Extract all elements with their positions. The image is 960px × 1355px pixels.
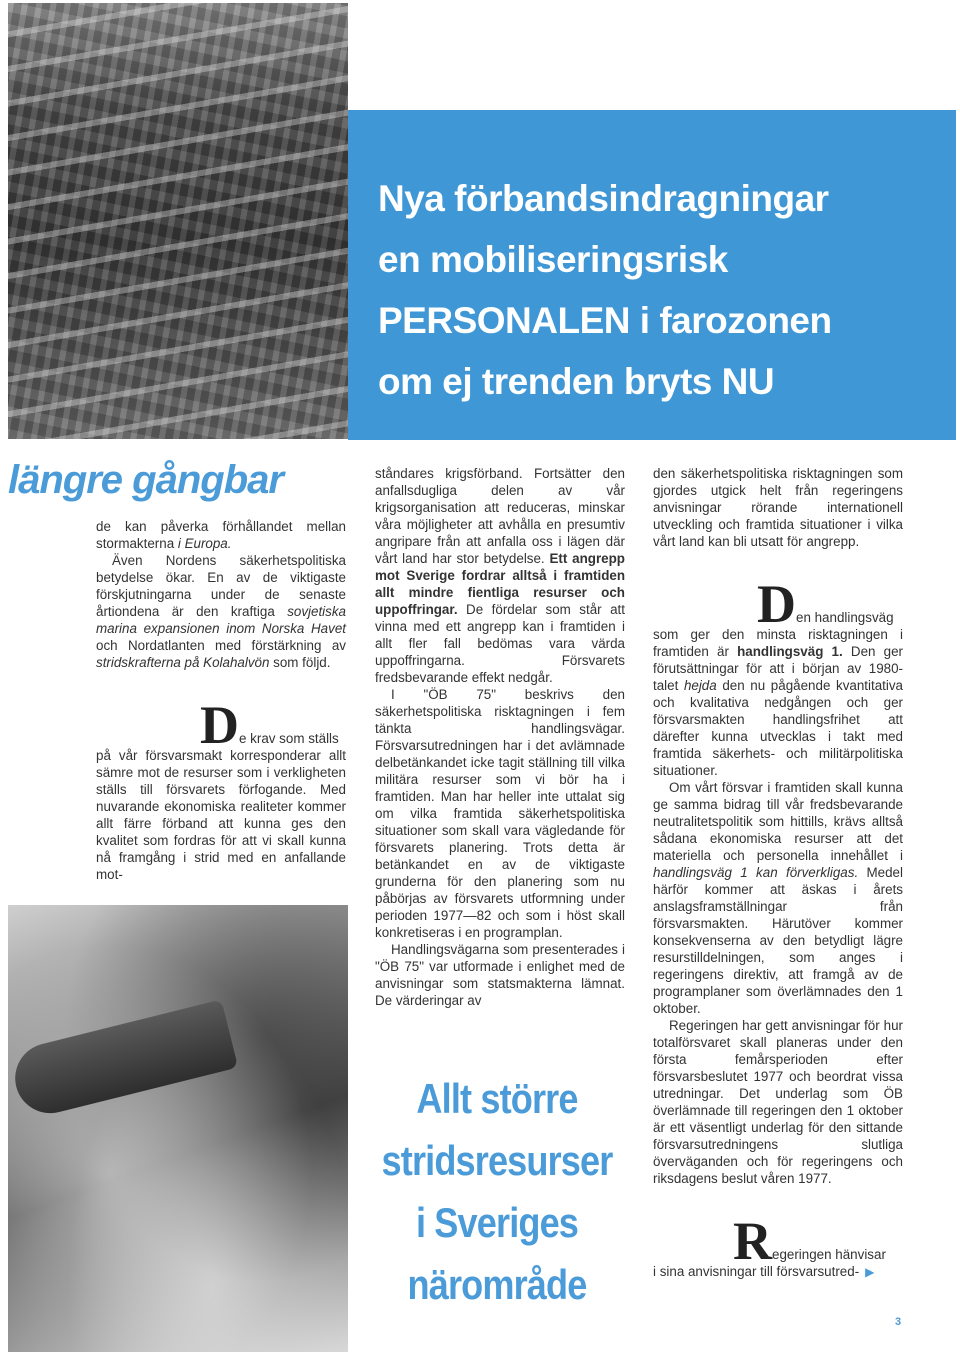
col3-paragraph-3: Om vårt försvar i framtiden skall kunna ge samma bidrag till vår fredsbevarande neutralitetspolitik som hittills, krävs alltså sådana ekonomiska resurser att det materiella och personella innehållet i handlingsväg 1 kan förverkligas. Medel härför kommer att äskas i årets anslagsframställningar från försvarsmakten. Härutöver kommer konsekvenserna av den betydligt lägre resurstilldelningen, som anges i regeringens direktiv, att framgå av de programplaner som överlämnades den 1 oktober. bbox=[653, 780, 903, 1016]
column-2 bbox=[375, 465, 625, 1009]
pull-quote-line-3: i Sveriges bbox=[415, 1199, 579, 1246]
col2-paragraph-2: I "ÖB 75" beskrivs den säkerhetspolitiska risktagningen i fem tänkta handlingsvägar. Försvarsutredningen har i det avlämnade delbetänkandet icke tagit ställning till vilka militära resurser som vi bör ha i framtiden. Man har heller inte uttalat sig om vilka framtida säkerhetspolitiska situationer som skall vara vägledande för försvarets planering. Trots detta är betänkandet en av de viktigaste grunderna för den planering som nu påbörjas av försvarets utformning under perioden 1977—82 och som i höst skall konkretiseras i en programplan. bbox=[375, 687, 625, 940]
col1-dropcap-paragraph: De krav som ställs på vår försvarsmakt korresponderar allt sämre mot de resurser som i verkligheten ställs till försvarets förfogande. Med nuvarande ekonomiska realiteter kommer allt färre förband att kunna ges den kvalitet som fordras för att vi skall kunna nå framgång i strid med en anfallande mot- bbox=[96, 695, 346, 882]
section-kicker: längre gångbar bbox=[8, 458, 283, 502]
drop-cap-r: R bbox=[733, 1211, 772, 1271]
continue-arrow-icon: ▶ bbox=[865, 1265, 875, 1279]
col2-paragraph-3: Handlingsvägarna som presenterades i "ÖB 75" var utformade i enlighet med de anvisningar som statsmakterna lämnat. De värderingar av bbox=[375, 942, 625, 1008]
drop-cap-d: D bbox=[200, 695, 239, 755]
pull-quote-line-2: stridsresurser bbox=[381, 1137, 613, 1184]
headline bbox=[378, 168, 832, 412]
col3-dropcap-paragraph-2: Regeringen hänvisar i sina anvisningar till försvarsutred- ▶ bbox=[653, 1211, 886, 1279]
headline-line-4: om ej trenden bryts NU bbox=[378, 361, 775, 402]
col3-dropcap-paragraph: Den handlingsväg som ger den minsta risktagningen i framtiden är handlingsväg 1. Den ger förutsättningar för att i början av 1980-talet hejda den nu pågående kvantitativa och kvalitativa nedgången och ger försvarsmakten handlingsfrihet att därefter kunna utvecklas i takt med framtida säkerhets- och militärpolitiska situationer. bbox=[653, 574, 903, 778]
col1-paragraph-2: Även Nordens säkerhetspolitiska betydelse ökar. En av de viktigaste förskjutningarna under de senaste årtiondena är den kraftiga sovjetiska marina expansionen inom Norska Havet och Nordatlanten med förstärkning av stridskrafterna på Kolahalvön som följd. bbox=[96, 553, 346, 670]
headline-line-1: Nya förbandsindragningar bbox=[378, 178, 829, 219]
col3-paragraph-4: Regeringen har gett anvisningar för hur totalförsvaret skall planeras under den första femårsperioden efter försvarsbeslutet 1977 och beordrat vissa utredningar. Det underlag som ÖB överlämnade till regeringen den 1 oktober är ett väsentligt underlag för den sittande försvarsutredningens slutliga överväganden och för regeringens och riksdagens beslut våren 1977. bbox=[653, 1018, 903, 1186]
col3-paragraph-1: den säkerhetspolitiska risktagningen som gjordes utgick helt från regeringens anvisningar rörande internationell utveckling och framtida situationer i vilka vårt land kan bli utsatt för angrepp. bbox=[653, 466, 903, 549]
headline-line-3: PERSONALEN i farozonen bbox=[378, 300, 832, 341]
jet-photo bbox=[8, 905, 348, 1352]
pull-quote bbox=[381, 1068, 613, 1316]
headline-line-2: en mobiliseringsrisk bbox=[378, 239, 728, 280]
parliament-photo bbox=[8, 3, 348, 439]
col1-paragraph-1: de kan påverka förhållandet mellan stormakterna i Europa. bbox=[96, 519, 346, 551]
pull-quote-line-4: närområde bbox=[407, 1261, 587, 1308]
pull-quote-line-1: Allt större bbox=[416, 1075, 578, 1122]
page-number: 3 bbox=[895, 1316, 902, 1328]
column-3 bbox=[653, 465, 903, 1281]
drop-cap-d-2: D bbox=[757, 574, 796, 634]
col2-paragraph-1: ståndares krigsförband. Fortsätter den anfallsdugliga delen av vår krigsorganisation att reduceras, minskar våra möjligheter att avhålla en presumtiv angripare från att anfalla oss i lägen där vårt land har stor betydelse. Ett angrepp mot Sverige fordrar alltså i framtiden allt mindre fientliga resurser och uppoffringar. De fördelar som står att vinna med ett angrepp kan i framtiden i allt fler fall bedömas vara värda uppoffringarna. Försvarets fredsbevarande effekt nedgår. bbox=[375, 466, 625, 685]
column-1 bbox=[96, 518, 346, 883]
jet-silhouette bbox=[8, 999, 238, 1120]
